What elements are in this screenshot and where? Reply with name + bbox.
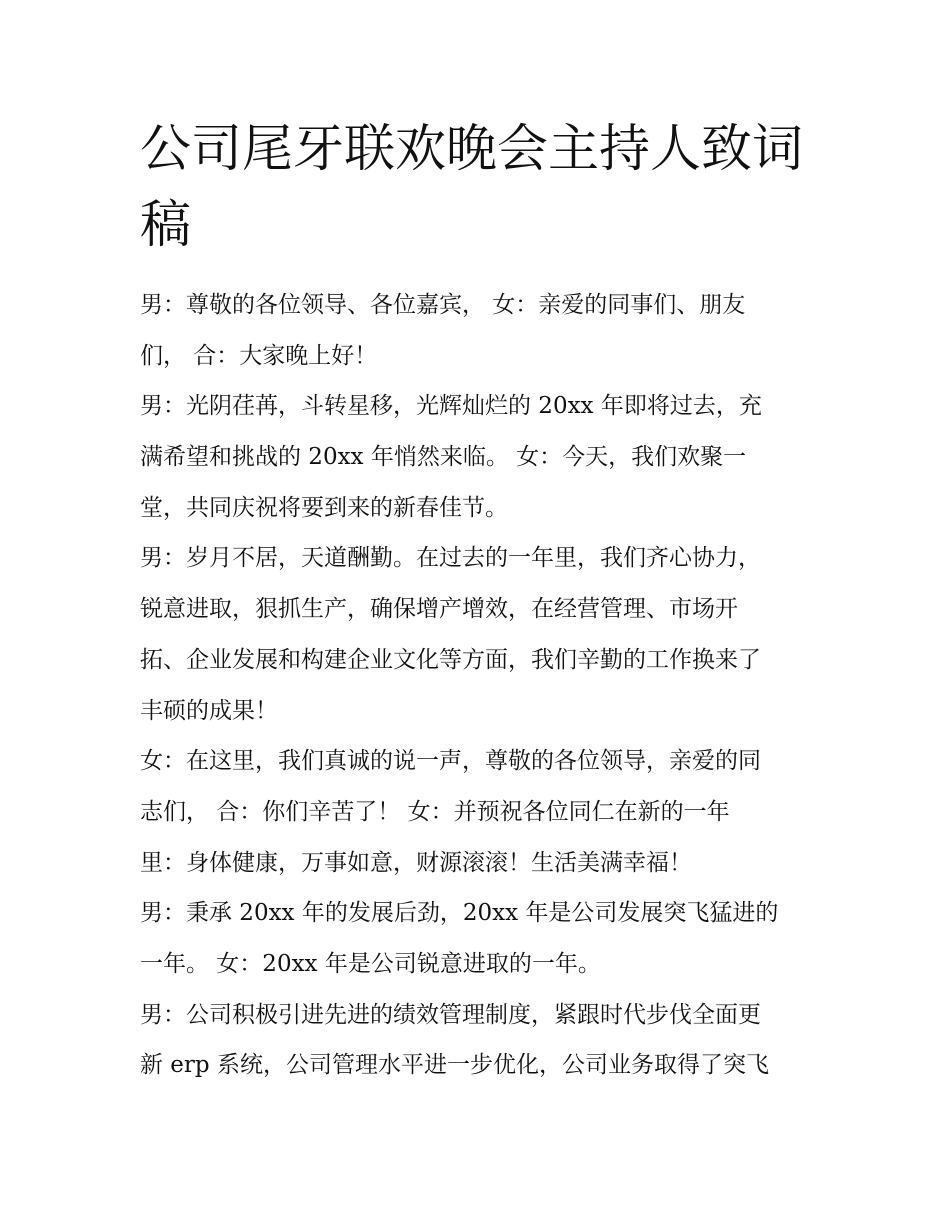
text-line: 里：身体健康，万事如意，财源滚滚！生活美满幸福！ [140, 849, 692, 876]
text-line: 男：光阴荏苒，斗转星移，光辉灿烂的 20xx 年即将过去，充 [140, 393, 762, 420]
text-line: 男：岁月不居，天道酬勤。在过去的一年里，我们齐心协力， [140, 545, 761, 572]
paragraph [140, 381, 820, 533]
document-body [140, 280, 820, 1091]
text-line: 一年。 女：20xx 年是公司锐意进取的一年。 [140, 950, 601, 977]
text-line: 满希望和挑战的 20xx 年悄然来临。 女：今天，我们欢聚一 [140, 444, 747, 471]
paragraph [140, 888, 820, 989]
paragraph [140, 280, 820, 381]
text-line: 男：秉承 20xx 年的发展后劲，20xx 年是公司发展突飞猛进的 [140, 900, 779, 927]
document-title [140, 112, 820, 264]
paragraph [140, 990, 820, 1091]
text-line: 们， 合：大家晚上好！ [140, 342, 378, 369]
paragraph [140, 533, 820, 736]
text-line: 拓、企业发展和构建企业文化等方面，我们辛勤的工作换来了 [140, 646, 761, 673]
text-line: 男：公司积极引进先进的绩效管理制度，紧跟时代步伐全面更 [140, 1001, 761, 1028]
text-line: 丰硕的成果！ [140, 697, 278, 724]
text-line: 男：尊敬的各位领导、各位嘉宾， 女：亲爱的同事们、朋友 [140, 292, 746, 318]
text-line: 堂，共同庆祝将要到来的新春佳节。 [140, 494, 508, 521]
text-line: 新 erp 系统，公司管理水平进一步优化，公司业务取得了突飞 [140, 1052, 769, 1079]
text-line: 锐意进取，狠抓生产，确保增产增效，在经营管理、市场开 [140, 596, 738, 623]
paragraph [140, 736, 820, 888]
title-line: 公司尾牙联欢晚会主持人致词 [140, 120, 804, 179]
text-line: 女：在这里，我们真诚的说一声，尊敬的各位领导，亲爱的同 [140, 748, 761, 775]
title-line: 稿 [140, 196, 192, 255]
text-line: 志们， 合：你们辛苦了！ 女：并预祝各位同仁在新的一年 [140, 798, 730, 825]
